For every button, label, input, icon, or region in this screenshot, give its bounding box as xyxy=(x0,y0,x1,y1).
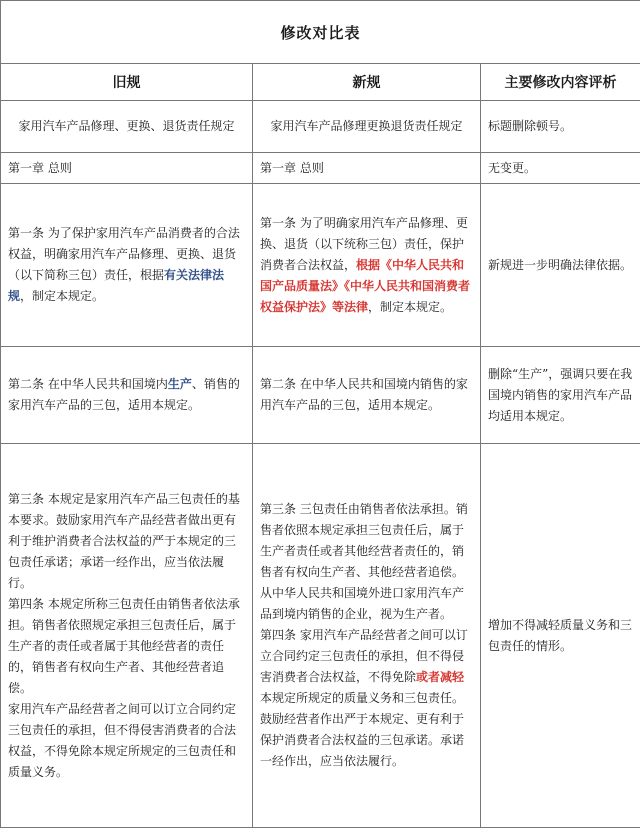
table-row xyxy=(1,347,640,444)
row4-old-emphasis: 生产 xyxy=(168,377,192,391)
row5-new-article3: 第三条 三包责任由销售者依法承担。销售者依照本规定承担三包责任后，属于生产者责任或者其他经营者责任的，销售者有权向生产者、其他经营者追偿。 xyxy=(260,499,473,583)
row3-old-emphasis: 有关法律法规 xyxy=(8,268,224,303)
row5-old-article4: 第四条 本规定所称三包责任由销售者依法承担。销售者依照规定承担三包责任后，属于生产者的责任或者属于其他经营者的责任的，销售者有权向生产者、其他经营者追偿。 xyxy=(8,594,245,699)
header-comment: 主要修改内容评析 xyxy=(481,64,640,101)
row5-new xyxy=(253,444,481,828)
table-row xyxy=(1,444,640,828)
row4-old-text: 第二条 在中华人民共和国境内 xyxy=(8,377,168,391)
table-row xyxy=(1,184,640,347)
row4-old xyxy=(1,347,253,444)
row5-new-article4 xyxy=(260,625,473,709)
row5-new-article4-end: 本规定所规定的质量义务和三包责任。 xyxy=(260,691,464,705)
row5-new-emphasis: 或者减轻 xyxy=(416,670,464,684)
table-row xyxy=(1,153,640,184)
table-title: 修改对比表 xyxy=(1,1,640,64)
row3-new xyxy=(253,184,481,347)
row4-old-text-end: 、销售的家用汽车产品的三包，适用本规定。 xyxy=(8,377,240,412)
row5-old xyxy=(1,444,253,828)
row5-old-article3: 第三条 本规定是家用汽车产品三包责任的基本要求。鼓励家用汽车产品经营者做出更有利于维护消费者合法权益的严于本规定的三包责任承诺；承诺一经作出，应当依法履行。 xyxy=(8,489,245,594)
row5-comment: 增加不得减轻质量义务和三包责任的情形。 xyxy=(481,444,640,828)
row2-old: 第一章 总则 xyxy=(1,153,253,184)
header-new: 新规 xyxy=(253,64,481,101)
row5-new-import: 从中华人民共和国境外进口家用汽车产品到境内销售的企业，视为生产者。 xyxy=(260,583,473,625)
row3-new-emphasis: 根据《中华人民共和国产品质量法》《中华人民共和国消费者权益保护法》等法律 xyxy=(260,258,470,314)
row3-old xyxy=(1,184,253,347)
row1-new: 家用汽车产品修理更换退货责任规定 xyxy=(253,101,481,153)
row1-comment: 标题删除顿号。 xyxy=(481,101,640,153)
row3-new-text-end: ，制定本规定。 xyxy=(368,300,452,314)
header-old: 旧规 xyxy=(1,64,253,101)
row3-old-text: 第一条 为了保护家用汽车产品消费者的合法权益，明确家用汽车产品修理、更换、退货（以下简称三包）责任，根据 xyxy=(8,226,240,282)
row2-new: 第一章 总则 xyxy=(253,153,481,184)
table-row xyxy=(1,101,640,153)
row3-old-text-end: ，制定本规定。 xyxy=(20,289,104,303)
row2-comment: 无变更。 xyxy=(481,153,640,184)
row5-old-contract: 家用汽车产品经营者之间可以订立合同约定三包责任的承担，但不得侵害消费者的合法权益，不得免除本规定所规定的三包责任和质量义务。 xyxy=(8,699,245,783)
row3-new-text: 第一条 为了明确家用汽车产品修理、更换、退货（以下统称三包）责任，保护消费者合法权益， xyxy=(260,216,468,272)
row5-new-article4-text: 第四条 家用汽车产品经营者之间可以订立合同约定三包责任的承担，但不得侵害消费者合法权益，不得免除 xyxy=(260,628,468,684)
row4-new: 第二条 在中华人民共和国境内销售的家用汽车产品的三包，适用本规定。 xyxy=(253,347,481,444)
row3-comment: 新规进一步明确法律依据。 xyxy=(481,184,640,347)
row5-new-encourage: 鼓励经营者作出严于本规定、更有利于保护消费者合法权益的三包承诺。承诺一经作出，应当依法履行。 xyxy=(260,709,473,772)
row4-comment: 删除“生产”，强调只要在我国境内销售的家用汽车产品均适用本规定。 xyxy=(481,347,640,444)
row1-old: 家用汽车产品修理、更换、退货责任规定 xyxy=(1,101,253,153)
